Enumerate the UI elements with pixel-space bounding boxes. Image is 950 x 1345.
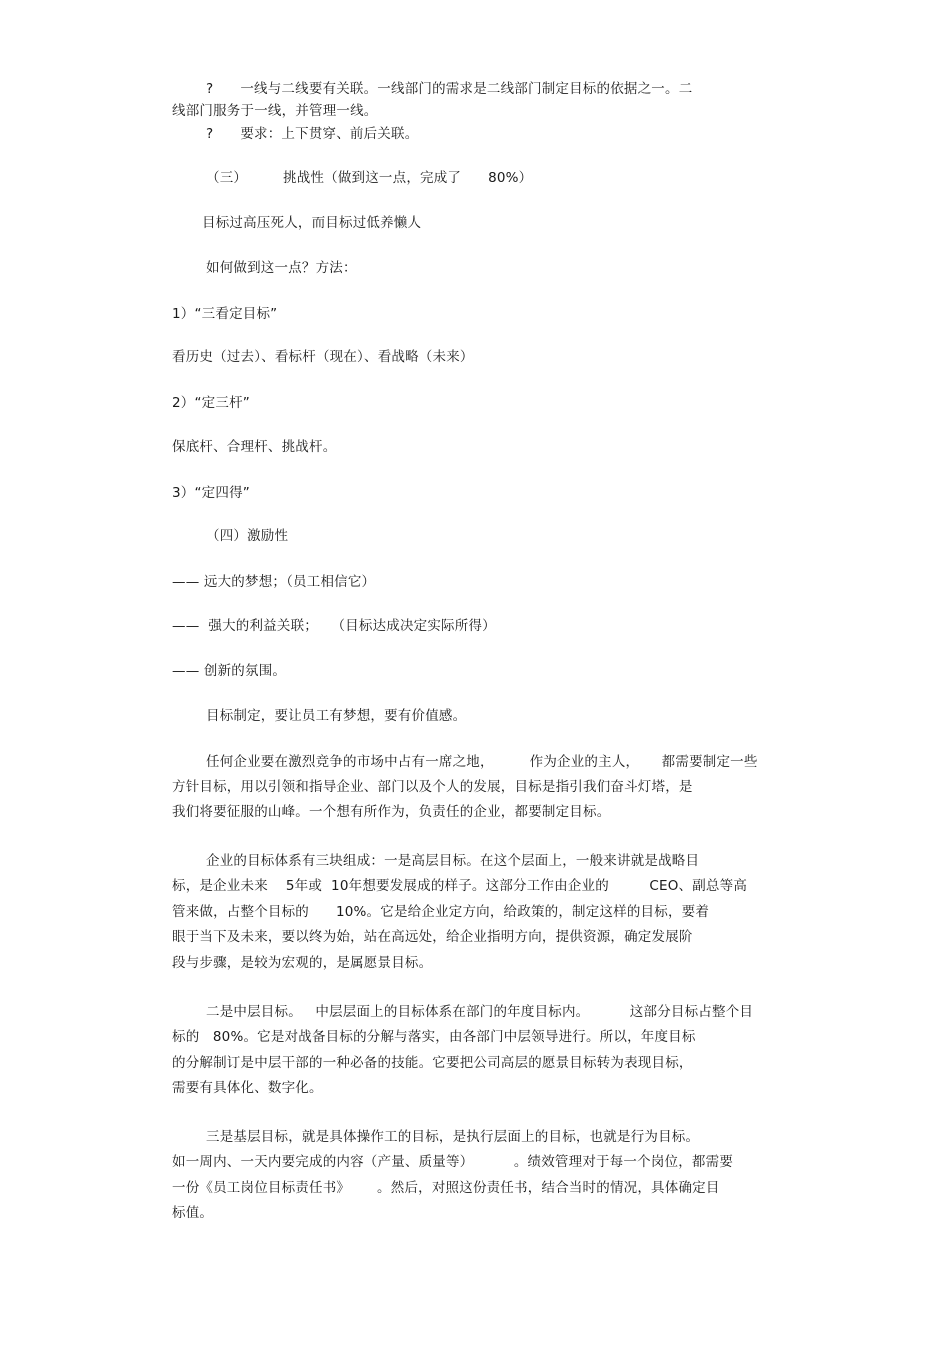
paragraph-line: 企业的目标体系有三块组成：一是高层目标。在这个层面上，一般来讲就是战略目	[206, 853, 700, 869]
paragraph-line: 眼于当下及未来，要以终为始，站在高远处，给企业指明方向，提供资源，确定发展阶	[172, 929, 693, 945]
section-heading: （三） 挑战性（做到这一点，完成了 80%）	[206, 170, 533, 186]
text-line: 目标过高压死人，而目标过低养懒人	[202, 215, 422, 231]
paragraph-line: 标，是企业未来 5年或 10年想要发展成的样子。这部分工作由企业的 CEO、副总等高	[172, 878, 748, 894]
paragraph-line: 管来做，占整个目标的 10%。它是给企业定方向，给政策的，制定这样的目标，要着	[172, 904, 710, 920]
section-heading: （四）激励性	[206, 528, 289, 544]
paragraph-line: 三是基层目标，就是具体操作工的目标，是执行层面上的目标，也就是行为目标。	[206, 1129, 700, 1145]
paragraph-line: 如一周内、一天内要完成的内容（产量、质量等） 。绩效管理对于每一个岗位，都需要	[172, 1154, 734, 1170]
paragraph-line: 标的 80%。它是对战备目标的分解与落实，由各部门中层领导进行。所以，年度目标	[172, 1029, 696, 1045]
text-line: ? 一线与二线要有关联。一线部门的需求是二线部门制定目标的依据之一。二	[206, 81, 693, 97]
dash-item: —— 创新的氛围。	[172, 663, 287, 679]
dash-item: —— 强大的利益关联； （目标达成决定实际所得）	[172, 618, 496, 634]
paragraph-line: 一份《员工岗位目标责任书》 。然后，对照这份责任书，结合当时的情况，具体确定目	[172, 1180, 720, 1196]
list-item-heading: 3）“定四得”	[172, 485, 250, 501]
text-line: ? 要求：上下贯穿、前后关联。	[206, 126, 419, 142]
text-line: 线部门服务于一线，并管理一线。	[172, 103, 378, 119]
paragraph-line: 任何企业要在激烈竞争的市场中占有一席之地， 作为企业的主人， 都需要制定一些	[206, 754, 758, 770]
paragraph-line: 方针目标，用以引领和指导企业、部门以及个人的发展，目标是指引我们奋斗灯塔，是	[172, 779, 693, 795]
list-item-heading: 2）“定三杆”	[172, 395, 250, 411]
paragraph-line: 我们将要征服的山峰。一个想有所作为，负责任的企业，都要制定目标。	[172, 804, 611, 820]
list-item-heading: 1）“三看定目标”	[172, 306, 278, 322]
text-line: 保底杆、合理杆、挑战杆。	[172, 439, 337, 455]
text-line: 看历史（过去）、看标杆（现在）、看战略（未来）	[172, 349, 474, 365]
paragraph-line: 二是中层目标。 中层层面上的目标体系在部门的年度目标内。 这部分目标占整个目	[206, 1004, 754, 1020]
paragraph-line: 标值。	[172, 1205, 214, 1221]
text-line: 如何做到这一点？方法：	[206, 260, 357, 276]
text-line: 目标制定，要让员工有梦想，要有价值感。	[206, 708, 467, 724]
paragraph-line: 的分解制订是中层干部的一种必备的技能。它要把公司高层的愿景目标转为表现目标，	[172, 1055, 693, 1071]
paragraph-line: 段与步骤，是较为宏观的，是属愿景目标。	[172, 955, 433, 971]
dash-item: —— 远大的梦想；（员工相信它）	[172, 574, 376, 590]
paragraph-line: 需要有具体化、数字化。	[172, 1080, 323, 1096]
